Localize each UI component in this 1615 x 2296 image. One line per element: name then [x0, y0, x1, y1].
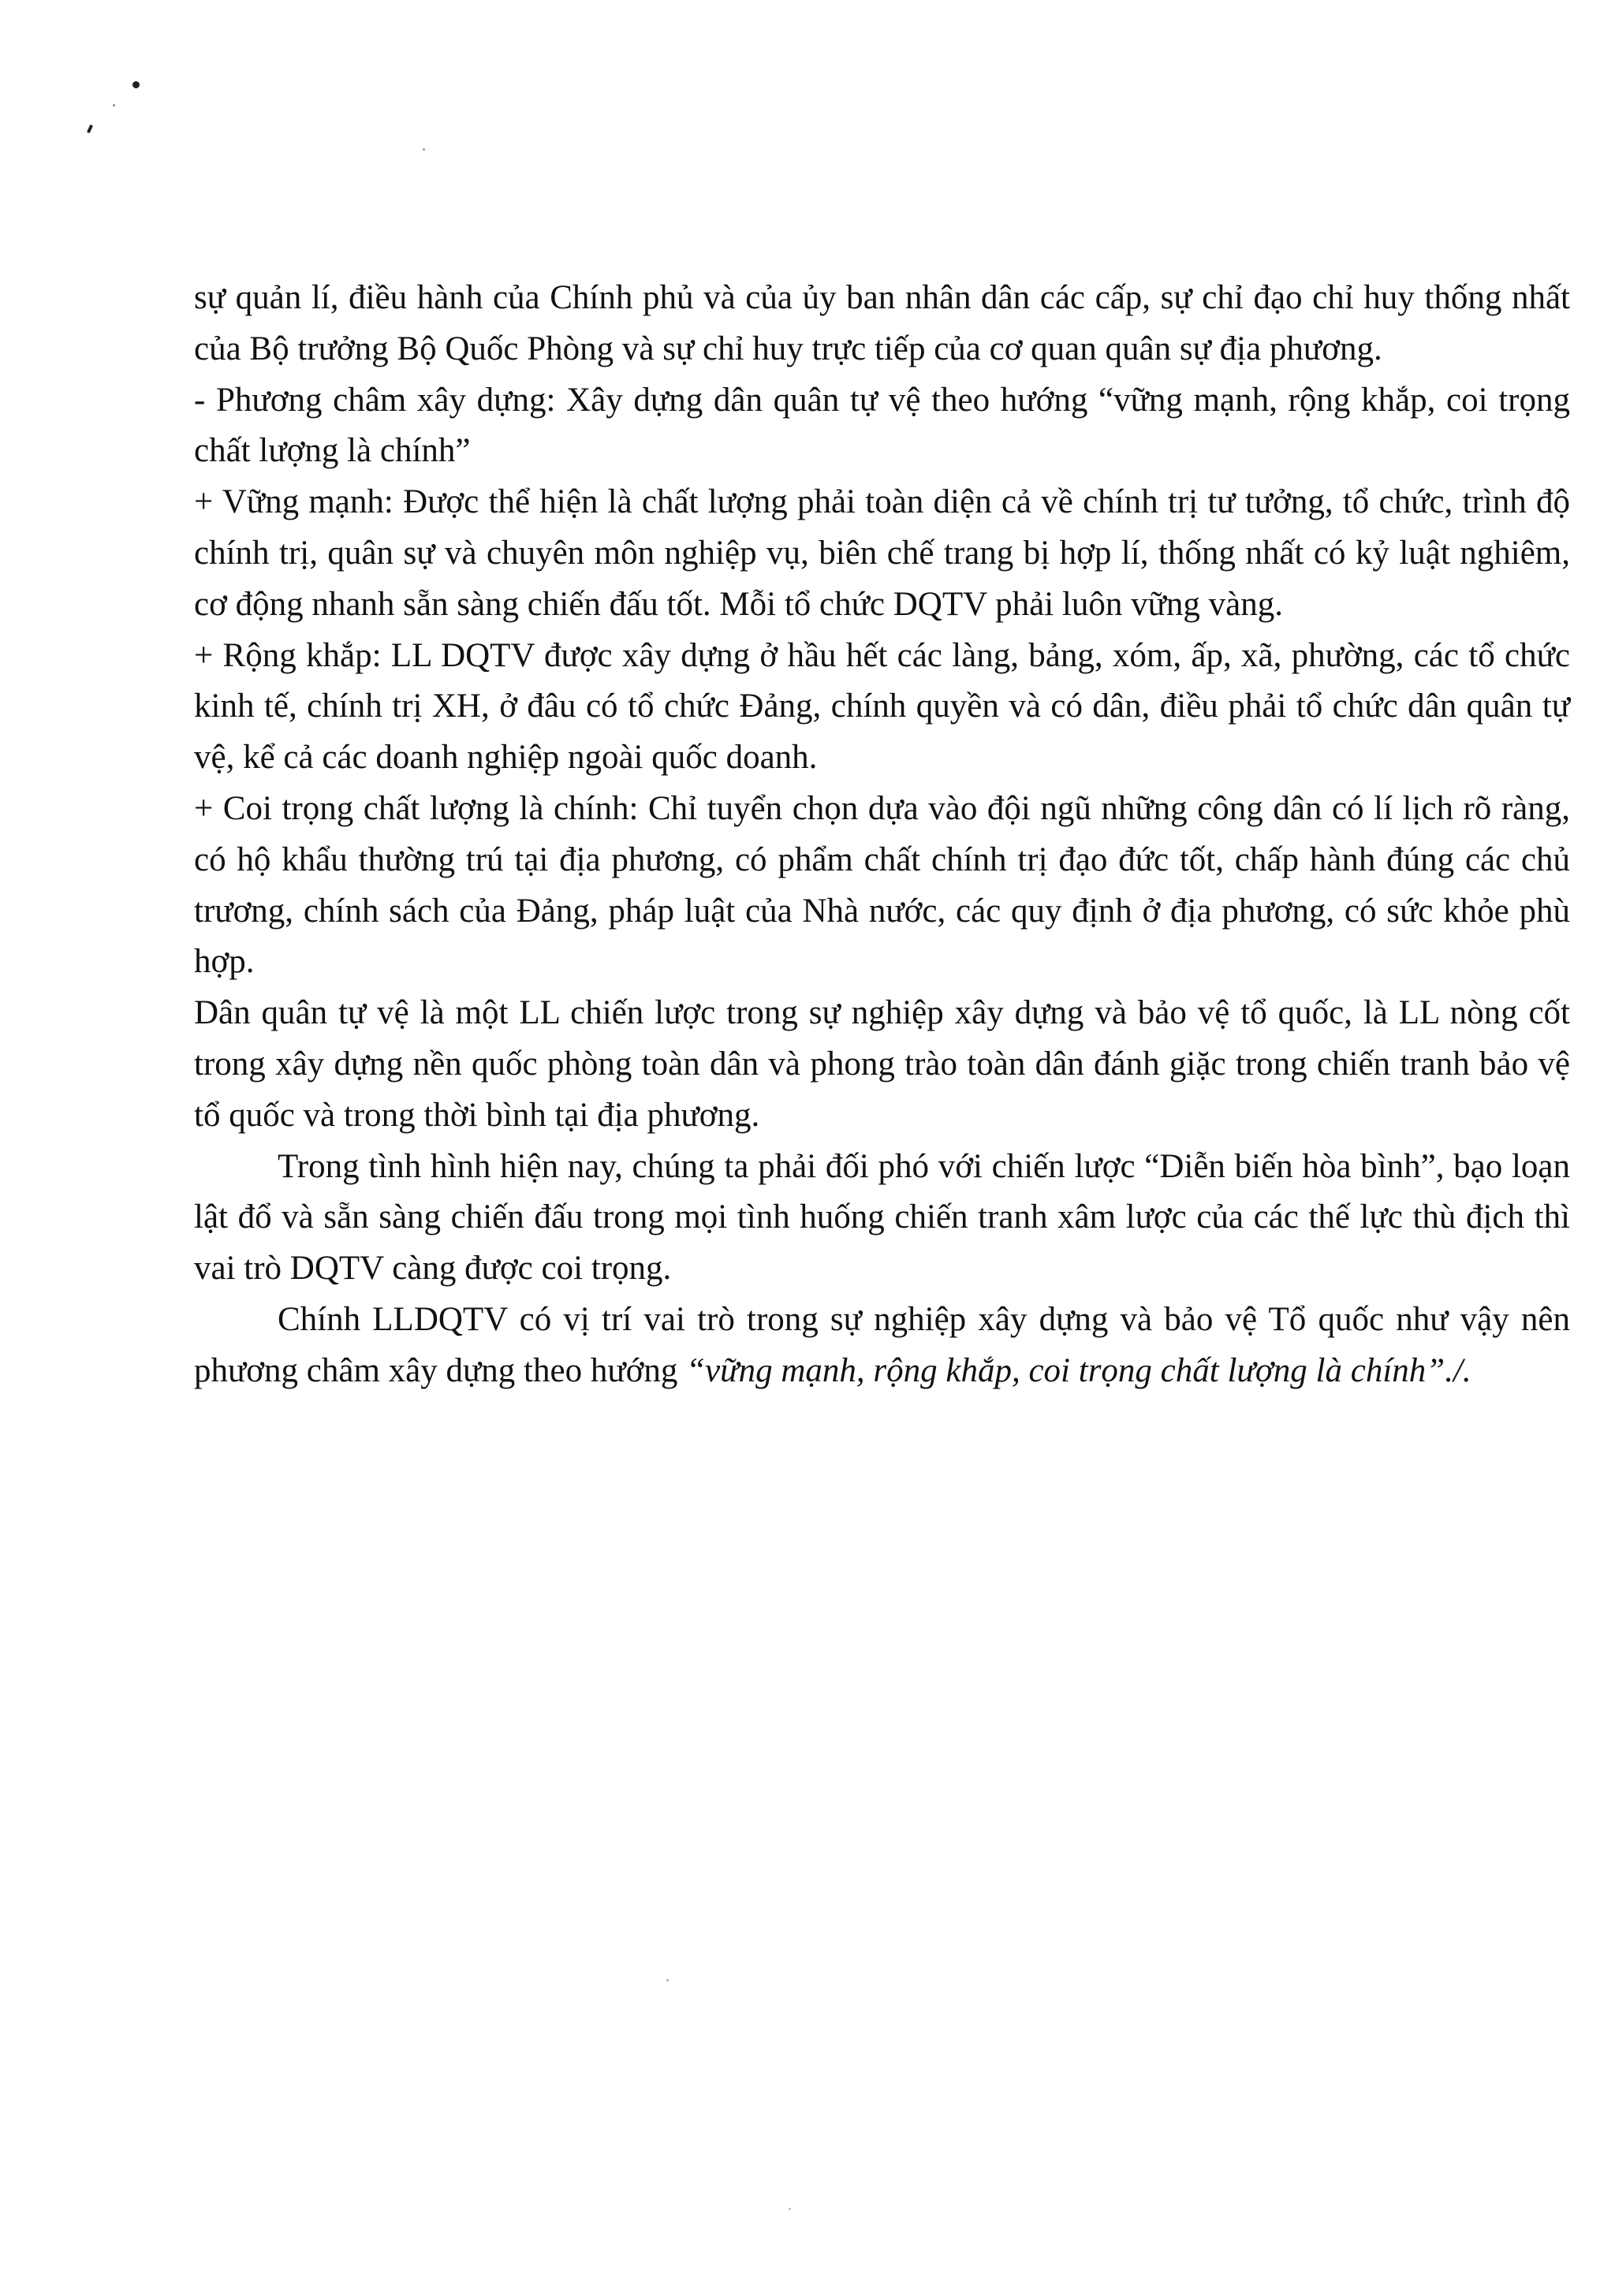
body-paragraph-strong: + Vững mạnh: Được thể hiện là chất lượng phải toàn diện cả về chính trị tư tưởng, tổ chức, trình độ chính trị, quân sự và chuyên môn nghiệp vụ, biên chế trang bị hợp lí, thống nhất có kỷ luật nghiêm, cơ động nhanh sẵn sàng chiến đấu tốt. Mỗi tổ chức DQTV phải luôn vững vàng. [194, 483, 1570, 623]
scan-dot-mark [132, 81, 140, 88]
scan-speck-mark [789, 2208, 791, 2210]
scan-speck-mark [113, 104, 115, 106]
body-paragraph-authority: sự quản lí, điều hành của Chính phủ và của ủy ban nhân dân các cấp, sự chỉ đạo chỉ huy thống nhất của Bộ trưởng Bộ Quốc Phòng và sự chỉ huy trực tiếp của cơ quan quân sự địa phương. [194, 279, 1570, 367]
body-paragraph-strategic-force: Dân quân tự vệ là một LL chiến lược trong sự nghiệp xây dựng và bảo vệ tổ quốc, là LL nòng cốt trong xây dựng nền quốc phòng toàn dân và phong trào toàn dân đánh giặc trong chiến tranh bảo vệ tổ quốc và trong thời bình tại địa phương. [194, 994, 1570, 1134]
conclusion-italic-text: “vững mạnh, rộng khắp, coi trọng chất lượng là chính”./. [686, 1351, 1471, 1389]
body-paragraph-current-situation: Trong tình hình hiện nay, chúng ta phải đối phó với chiến lược “Diễn biến hòa bình”, bạo loạn lật đổ và sẵn sàng chiến đấu trong mọi tình huống chiến tranh xâm lược của các thế lực thù địch thì vai trò DQTV càng được coi trọng. [194, 1147, 1570, 1288]
scan-stroke-mark [87, 125, 93, 134]
body-paragraph-quality: + Coi trọng chất lượng là chính: Chỉ tuyển chọn dựa vào đội ngũ những công dân có lí lịch rõ ràng, có hộ khẩu thường trú tại địa phương, có phẩm chất chính trị đạo đức tốt, chấp hành đúng các chủ trương, chính sách của Đảng, pháp luật của Nhà nước, các quy định ở địa phương, có sức khỏe phù hợp. [194, 789, 1570, 981]
body-paragraph-widespread: + Rộng khắp: LL DQTV được xây dựng ở hầu hết các làng, bảng, xóm, ấp, xã, phường, các tổ chức kinh tế, chính trị XH, ở đâu có tổ chức Đảng, chính quyền và có dân, điều phải tổ chức dân quân tự vệ, kể cả các doanh nghiệp ngoài quốc doanh. [194, 636, 1570, 777]
body-paragraph-building-principle: - Phương châm xây dựng: Xây dựng dân quân tự vệ theo hướng “vững mạnh, rộng khắp, coi trọng chất lượng là chính” [194, 381, 1570, 470]
body-paragraph-conclusion [194, 1295, 1570, 1397]
document-body [194, 273, 1570, 1397]
conclusion-normal-text: Chính LLDQTV có vị trí vai trò trong sự nghiệp xây dựng và bảo vệ Tổ quốc như vậy nên phương châm xây dựng theo hướng [194, 1300, 1570, 1389]
scan-speck-mark [423, 148, 425, 151]
scan-speck-mark [666, 1979, 669, 1981]
